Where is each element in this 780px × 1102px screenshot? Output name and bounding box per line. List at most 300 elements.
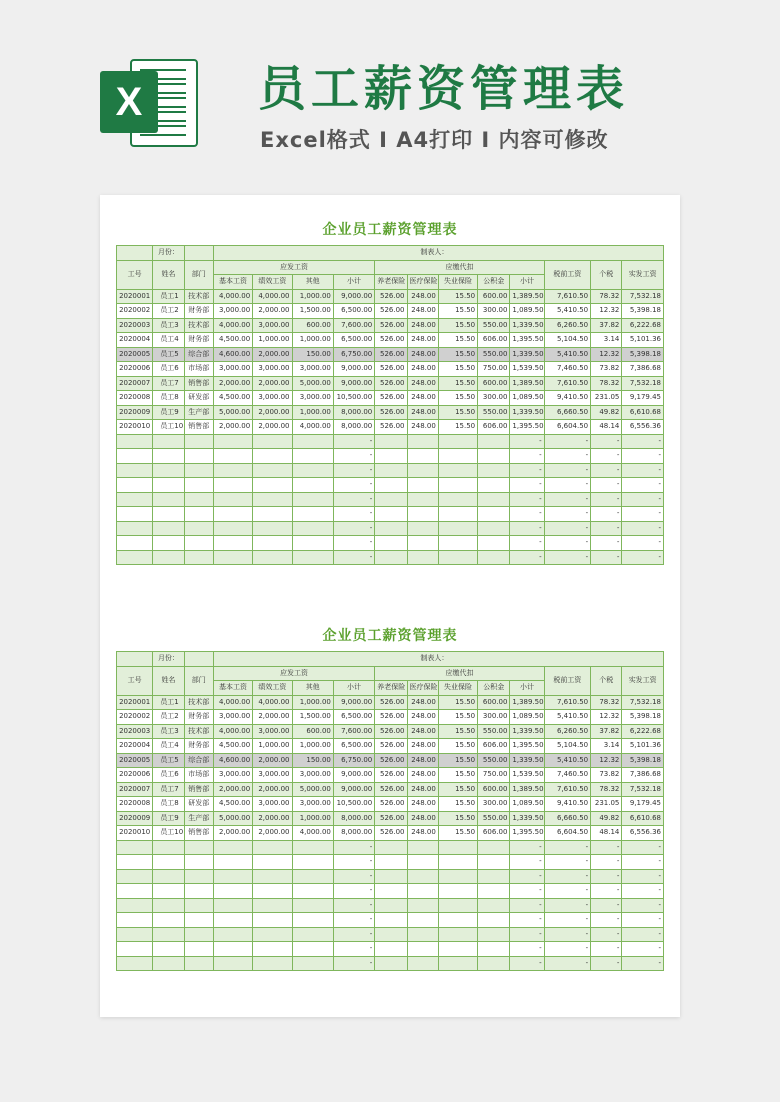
empty-cell[interactable]: -: [510, 507, 544, 522]
empty-cell[interactable]: [184, 521, 213, 536]
empty-cell[interactable]: -: [591, 913, 622, 928]
table-cell[interactable]: 9,179.45: [622, 391, 664, 406]
table-cell[interactable]: 6,610.68: [622, 811, 664, 826]
table-cell[interactable]: 1,539.50: [510, 362, 544, 377]
table-cell[interactable]: 526.00: [375, 753, 407, 768]
table-cell[interactable]: 1,000.00: [292, 811, 333, 826]
table-cell[interactable]: 6,500.00: [333, 710, 374, 725]
table-cell[interactable]: 2020001: [117, 695, 153, 710]
table-cell[interactable]: 4,000.00: [213, 318, 252, 333]
table-cell[interactable]: 550.00: [478, 405, 510, 420]
table-cell[interactable]: 财务部: [184, 710, 213, 725]
table-cell[interactable]: 6,604.50: [544, 826, 590, 841]
table-cell[interactable]: 150.00: [292, 347, 333, 362]
table-cell[interactable]: 5,410.50: [544, 710, 590, 725]
table-cell[interactable]: 248.00: [407, 304, 438, 319]
table-cell[interactable]: 526.00: [375, 391, 407, 406]
empty-cell[interactable]: [407, 463, 438, 478]
table-cell[interactable]: 48.14: [591, 826, 622, 841]
table-cell[interactable]: 2020002: [117, 304, 153, 319]
table-cell[interactable]: 15.50: [438, 318, 477, 333]
empty-cell[interactable]: [375, 463, 407, 478]
table-cell[interactable]: 5,398.18: [622, 710, 664, 725]
table-cell[interactable]: 2020005: [117, 347, 153, 362]
empty-cell[interactable]: [407, 898, 438, 913]
empty-cell[interactable]: [292, 840, 333, 855]
empty-cell[interactable]: [117, 869, 153, 884]
table-cell[interactable]: 600.00: [478, 376, 510, 391]
empty-cell[interactable]: [438, 869, 477, 884]
empty-cell[interactable]: -: [333, 913, 374, 928]
empty-cell[interactable]: -: [544, 855, 590, 870]
empty-cell[interactable]: -: [510, 434, 544, 449]
table-cell[interactable]: 12.32: [591, 753, 622, 768]
table-cell[interactable]: 财务部: [184, 739, 213, 754]
empty-cell[interactable]: [438, 449, 477, 464]
table-cell[interactable]: 15.50: [438, 768, 477, 783]
table-cell[interactable]: 4,000.00: [213, 724, 252, 739]
empty-cell[interactable]: -: [622, 521, 664, 536]
table-cell[interactable]: 7,610.50: [544, 695, 590, 710]
empty-cell[interactable]: [375, 884, 407, 899]
empty-cell[interactable]: [292, 869, 333, 884]
table-cell[interactable]: 9,000.00: [333, 362, 374, 377]
empty-cell[interactable]: [117, 550, 153, 565]
empty-cell[interactable]: -: [544, 956, 590, 971]
table-cell[interactable]: 8,000.00: [333, 826, 374, 841]
empty-cell[interactable]: -: [510, 942, 544, 957]
table-cell[interactable]: 6,660.50: [544, 811, 590, 826]
empty-cell[interactable]: [253, 507, 292, 522]
empty-cell[interactable]: [153, 869, 184, 884]
empty-cell[interactable]: [292, 956, 333, 971]
empty-cell[interactable]: -: [333, 478, 374, 493]
empty-cell[interactable]: -: [591, 898, 622, 913]
table-cell[interactable]: 1,389.50: [510, 289, 544, 304]
empty-cell[interactable]: -: [333, 927, 374, 942]
empty-cell[interactable]: [478, 869, 510, 884]
table-cell[interactable]: 员工9: [153, 405, 184, 420]
table-cell[interactable]: 15.50: [438, 753, 477, 768]
empty-cell[interactable]: [292, 434, 333, 449]
empty-cell[interactable]: -: [622, 492, 664, 507]
table-cell[interactable]: 2020002: [117, 710, 153, 725]
table-cell[interactable]: 6,260.50: [544, 318, 590, 333]
table-cell[interactable]: 248.00: [407, 826, 438, 841]
table-cell[interactable]: 248.00: [407, 420, 438, 435]
table-cell[interactable]: 9,000.00: [333, 695, 374, 710]
empty-cell[interactable]: -: [591, 869, 622, 884]
empty-cell[interactable]: [478, 536, 510, 551]
month-value[interactable]: [184, 652, 213, 667]
table-cell[interactable]: 4,000.00: [253, 695, 292, 710]
table-cell[interactable]: 综合部: [184, 347, 213, 362]
empty-cell[interactable]: [438, 898, 477, 913]
table-cell[interactable]: 9,000.00: [333, 782, 374, 797]
empty-cell[interactable]: [153, 855, 184, 870]
empty-cell[interactable]: -: [333, 550, 374, 565]
table-cell[interactable]: 526.00: [375, 347, 407, 362]
empty-cell[interactable]: [292, 478, 333, 493]
empty-cell[interactable]: [478, 942, 510, 957]
table-cell[interactable]: 2,000.00: [253, 753, 292, 768]
empty-cell[interactable]: [438, 507, 477, 522]
table-cell[interactable]: 248.00: [407, 318, 438, 333]
empty-cell[interactable]: [213, 913, 252, 928]
table-cell[interactable]: 7,532.18: [622, 782, 664, 797]
empty-cell[interactable]: [375, 855, 407, 870]
empty-cell[interactable]: [213, 434, 252, 449]
empty-cell[interactable]: -: [622, 463, 664, 478]
table-cell[interactable]: 5,410.50: [544, 347, 590, 362]
empty-cell[interactable]: -: [544, 927, 590, 942]
empty-cell[interactable]: -: [591, 449, 622, 464]
table-cell[interactable]: 526.00: [375, 333, 407, 348]
table-cell[interactable]: 生产部: [184, 405, 213, 420]
table-cell[interactable]: 2,000.00: [253, 826, 292, 841]
table-cell[interactable]: 231.05: [591, 391, 622, 406]
empty-cell[interactable]: -: [591, 550, 622, 565]
table-cell[interactable]: 1,089.50: [510, 391, 544, 406]
empty-cell[interactable]: -: [591, 536, 622, 551]
table-cell[interactable]: 49.82: [591, 811, 622, 826]
empty-cell[interactable]: [184, 956, 213, 971]
empty-cell[interactable]: [253, 449, 292, 464]
empty-cell[interactable]: -: [544, 913, 590, 928]
table-cell[interactable]: 606.00: [478, 333, 510, 348]
table-cell[interactable]: 6,222.68: [622, 724, 664, 739]
table-cell[interactable]: 49.82: [591, 405, 622, 420]
table-cell[interactable]: 3,000.00: [292, 768, 333, 783]
empty-cell[interactable]: [478, 478, 510, 493]
table-cell[interactable]: 248.00: [407, 782, 438, 797]
empty-cell[interactable]: [117, 913, 153, 928]
table-cell[interactable]: 248.00: [407, 376, 438, 391]
table-cell[interactable]: 15.50: [438, 797, 477, 812]
table-cell[interactable]: 15.50: [438, 405, 477, 420]
table-cell[interactable]: 750.00: [478, 362, 510, 377]
empty-cell[interactable]: [375, 478, 407, 493]
empty-cell[interactable]: [253, 840, 292, 855]
table-cell[interactable]: 财务部: [184, 304, 213, 319]
table-cell[interactable]: 9,000.00: [333, 768, 374, 783]
table-cell[interactable]: 5,000.00: [213, 811, 252, 826]
empty-cell[interactable]: [375, 550, 407, 565]
table-cell[interactable]: 248.00: [407, 362, 438, 377]
table-cell[interactable]: 9,410.50: [544, 391, 590, 406]
table-cell[interactable]: 526.00: [375, 724, 407, 739]
table-cell[interactable]: 15.50: [438, 826, 477, 841]
table-cell[interactable]: 248.00: [407, 768, 438, 783]
table-cell[interactable]: 5,398.18: [622, 347, 664, 362]
empty-cell[interactable]: -: [333, 855, 374, 870]
table-cell[interactable]: 7,386.68: [622, 768, 664, 783]
empty-cell[interactable]: -: [333, 869, 374, 884]
table-cell[interactable]: 销售部: [184, 376, 213, 391]
empty-cell[interactable]: -: [591, 434, 622, 449]
empty-cell[interactable]: [184, 869, 213, 884]
table-cell[interactable]: 1,000.00: [253, 739, 292, 754]
empty-cell[interactable]: [253, 898, 292, 913]
table-cell[interactable]: 2,000.00: [253, 710, 292, 725]
table-cell[interactable]: 员工3: [153, 318, 184, 333]
table-cell[interactable]: 3,000.00: [253, 768, 292, 783]
table-cell[interactable]: 5,101.36: [622, 333, 664, 348]
empty-cell[interactable]: [407, 869, 438, 884]
empty-cell[interactable]: [253, 913, 292, 928]
table-cell[interactable]: 2020005: [117, 753, 153, 768]
empty-cell[interactable]: [213, 840, 252, 855]
table-cell[interactable]: 2020008: [117, 797, 153, 812]
table-cell[interactable]: 1,089.50: [510, 304, 544, 319]
table-cell[interactable]: 15.50: [438, 391, 477, 406]
empty-cell[interactable]: -: [622, 869, 664, 884]
table-cell[interactable]: 526.00: [375, 420, 407, 435]
table-cell[interactable]: 8,000.00: [333, 420, 374, 435]
table-cell[interactable]: 300.00: [478, 304, 510, 319]
empty-cell[interactable]: -: [333, 521, 374, 536]
table-cell[interactable]: 4,500.00: [213, 391, 252, 406]
table-cell[interactable]: 3,000.00: [213, 768, 252, 783]
table-cell[interactable]: 3,000.00: [253, 362, 292, 377]
table-cell[interactable]: 750.00: [478, 768, 510, 783]
table-cell[interactable]: 248.00: [407, 405, 438, 420]
empty-cell[interactable]: [153, 521, 184, 536]
empty-cell[interactable]: [407, 884, 438, 899]
table-cell[interactable]: 1,339.50: [510, 347, 544, 362]
table-cell[interactable]: 37.82: [591, 724, 622, 739]
empty-cell[interactable]: [292, 913, 333, 928]
empty-cell[interactable]: [153, 884, 184, 899]
empty-cell[interactable]: [253, 884, 292, 899]
table-cell[interactable]: 248.00: [407, 811, 438, 826]
empty-cell[interactable]: [253, 550, 292, 565]
empty-cell[interactable]: [153, 463, 184, 478]
table-cell[interactable]: 1,339.50: [510, 753, 544, 768]
empty-cell[interactable]: [375, 434, 407, 449]
empty-cell[interactable]: [407, 492, 438, 507]
table-cell[interactable]: 1,389.50: [510, 376, 544, 391]
table-cell[interactable]: 526.00: [375, 811, 407, 826]
table-cell[interactable]: 市场部: [184, 768, 213, 783]
empty-cell[interactable]: [407, 913, 438, 928]
empty-cell[interactable]: [438, 855, 477, 870]
empty-cell[interactable]: [375, 927, 407, 942]
empty-cell[interactable]: [153, 927, 184, 942]
empty-cell[interactable]: [184, 434, 213, 449]
table-cell[interactable]: 员工7: [153, 782, 184, 797]
table-cell[interactable]: 员工5: [153, 347, 184, 362]
empty-cell[interactable]: [438, 913, 477, 928]
table-cell[interactable]: 3.14: [591, 739, 622, 754]
empty-cell[interactable]: -: [622, 840, 664, 855]
table-cell[interactable]: 2020003: [117, 724, 153, 739]
table-cell[interactable]: 销售部: [184, 826, 213, 841]
table-cell[interactable]: 550.00: [478, 811, 510, 826]
table-cell[interactable]: 1,339.50: [510, 724, 544, 739]
empty-cell[interactable]: [117, 956, 153, 971]
empty-cell[interactable]: [438, 492, 477, 507]
empty-cell[interactable]: [253, 478, 292, 493]
table-cell[interactable]: 526.00: [375, 826, 407, 841]
table-cell[interactable]: 73.82: [591, 362, 622, 377]
table-cell[interactable]: 6,660.50: [544, 405, 590, 420]
empty-cell[interactable]: [184, 507, 213, 522]
table-cell[interactable]: 15.50: [438, 695, 477, 710]
table-cell[interactable]: 2,000.00: [213, 420, 252, 435]
empty-cell[interactable]: -: [333, 884, 374, 899]
empty-cell[interactable]: [253, 536, 292, 551]
empty-cell[interactable]: [253, 869, 292, 884]
empty-cell[interactable]: -: [591, 884, 622, 899]
table-cell[interactable]: 78.32: [591, 782, 622, 797]
empty-cell[interactable]: [407, 927, 438, 942]
table-cell[interactable]: 248.00: [407, 710, 438, 725]
table-cell[interactable]: 6,500.00: [333, 333, 374, 348]
empty-cell[interactable]: -: [333, 449, 374, 464]
empty-cell[interactable]: -: [510, 449, 544, 464]
empty-cell[interactable]: [213, 507, 252, 522]
table-cell[interactable]: 5,410.50: [544, 753, 590, 768]
empty-cell[interactable]: -: [544, 521, 590, 536]
table-cell[interactable]: 15.50: [438, 289, 477, 304]
empty-cell[interactable]: -: [510, 492, 544, 507]
table-cell[interactable]: 15.50: [438, 811, 477, 826]
table-cell[interactable]: 6,750.00: [333, 347, 374, 362]
empty-cell[interactable]: [375, 507, 407, 522]
table-cell[interactable]: 技术部: [184, 724, 213, 739]
empty-cell[interactable]: [478, 913, 510, 928]
empty-cell[interactable]: -: [544, 449, 590, 464]
table-cell[interactable]: 5,101.36: [622, 739, 664, 754]
empty-cell[interactable]: -: [510, 956, 544, 971]
table-cell[interactable]: 研发部: [184, 391, 213, 406]
table-cell[interactable]: 606.00: [478, 420, 510, 435]
empty-cell[interactable]: [153, 942, 184, 957]
empty-cell[interactable]: [117, 463, 153, 478]
table-cell[interactable]: 2020009: [117, 405, 153, 420]
empty-cell[interactable]: [253, 927, 292, 942]
empty-cell[interactable]: [213, 449, 252, 464]
table-cell[interactable]: 4,000.00: [253, 289, 292, 304]
table-cell[interactable]: 5,398.18: [622, 753, 664, 768]
table-cell[interactable]: 1,500.00: [292, 710, 333, 725]
empty-cell[interactable]: -: [333, 956, 374, 971]
empty-cell[interactable]: -: [544, 550, 590, 565]
table-cell[interactable]: 6,556.36: [622, 420, 664, 435]
table-cell[interactable]: 248.00: [407, 753, 438, 768]
table-cell[interactable]: 4,000.00: [292, 420, 333, 435]
table-cell[interactable]: 7,610.50: [544, 782, 590, 797]
empty-cell[interactable]: [253, 942, 292, 957]
empty-cell[interactable]: [117, 855, 153, 870]
empty-cell[interactable]: -: [591, 840, 622, 855]
table-cell[interactable]: 7,460.50: [544, 768, 590, 783]
table-cell[interactable]: 248.00: [407, 347, 438, 362]
table-cell[interactable]: 2,000.00: [253, 811, 292, 826]
empty-cell[interactable]: [292, 855, 333, 870]
table-cell[interactable]: 1,389.50: [510, 782, 544, 797]
empty-cell[interactable]: [153, 840, 184, 855]
empty-cell[interactable]: -: [510, 884, 544, 899]
empty-cell[interactable]: -: [333, 840, 374, 855]
table-cell[interactable]: 6,222.68: [622, 318, 664, 333]
empty-cell[interactable]: -: [333, 434, 374, 449]
empty-cell[interactable]: [438, 884, 477, 899]
empty-cell[interactable]: [438, 550, 477, 565]
empty-cell[interactable]: [117, 434, 153, 449]
empty-cell[interactable]: [153, 434, 184, 449]
empty-cell[interactable]: [253, 463, 292, 478]
table-cell[interactable]: 员工1: [153, 289, 184, 304]
empty-cell[interactable]: -: [333, 898, 374, 913]
table-cell[interactable]: 7,610.50: [544, 376, 590, 391]
empty-cell[interactable]: -: [333, 536, 374, 551]
empty-cell[interactable]: [375, 869, 407, 884]
table-cell[interactable]: 员工8: [153, 391, 184, 406]
empty-cell[interactable]: [438, 840, 477, 855]
empty-cell[interactable]: [184, 942, 213, 957]
empty-cell[interactable]: -: [544, 434, 590, 449]
table-cell[interactable]: 10,500.00: [333, 797, 374, 812]
table-cell[interactable]: 6,750.00: [333, 753, 374, 768]
table-cell[interactable]: 2020001: [117, 289, 153, 304]
table-cell[interactable]: 7,610.50: [544, 289, 590, 304]
empty-cell[interactable]: -: [544, 463, 590, 478]
empty-cell[interactable]: [117, 521, 153, 536]
table-cell[interactable]: 1,395.50: [510, 333, 544, 348]
empty-cell[interactable]: [213, 550, 252, 565]
empty-cell[interactable]: [153, 492, 184, 507]
empty-cell[interactable]: [117, 449, 153, 464]
empty-cell[interactable]: [117, 492, 153, 507]
empty-cell[interactable]: [438, 463, 477, 478]
empty-cell[interactable]: [184, 550, 213, 565]
empty-cell[interactable]: -: [622, 536, 664, 551]
empty-cell[interactable]: [292, 507, 333, 522]
table-cell[interactable]: 1,395.50: [510, 420, 544, 435]
empty-cell[interactable]: [438, 956, 477, 971]
empty-cell[interactable]: [407, 550, 438, 565]
empty-cell[interactable]: [184, 855, 213, 870]
empty-cell[interactable]: -: [622, 898, 664, 913]
table-cell[interactable]: 9,179.45: [622, 797, 664, 812]
empty-cell[interactable]: [153, 898, 184, 913]
table-cell[interactable]: 15.50: [438, 710, 477, 725]
empty-cell[interactable]: [213, 521, 252, 536]
empty-cell[interactable]: [292, 942, 333, 957]
table-cell[interactable]: 员工6: [153, 362, 184, 377]
empty-cell[interactable]: [184, 463, 213, 478]
empty-cell[interactable]: [478, 855, 510, 870]
empty-cell[interactable]: [407, 507, 438, 522]
table-cell[interactable]: 1,339.50: [510, 811, 544, 826]
table-cell[interactable]: 2020007: [117, 376, 153, 391]
table-cell[interactable]: 财务部: [184, 333, 213, 348]
table-cell[interactable]: 2,000.00: [213, 826, 252, 841]
table-cell[interactable]: 526.00: [375, 318, 407, 333]
table-cell[interactable]: 15.50: [438, 362, 477, 377]
table-cell[interactable]: 2020007: [117, 782, 153, 797]
table-cell[interactable]: 48.14: [591, 420, 622, 435]
empty-cell[interactable]: -: [544, 478, 590, 493]
empty-cell[interactable]: [438, 927, 477, 942]
table-cell[interactable]: 15.50: [438, 724, 477, 739]
table-cell[interactable]: 2020010: [117, 420, 153, 435]
table-cell[interactable]: 526.00: [375, 376, 407, 391]
empty-cell[interactable]: [213, 492, 252, 507]
empty-cell[interactable]: [213, 855, 252, 870]
